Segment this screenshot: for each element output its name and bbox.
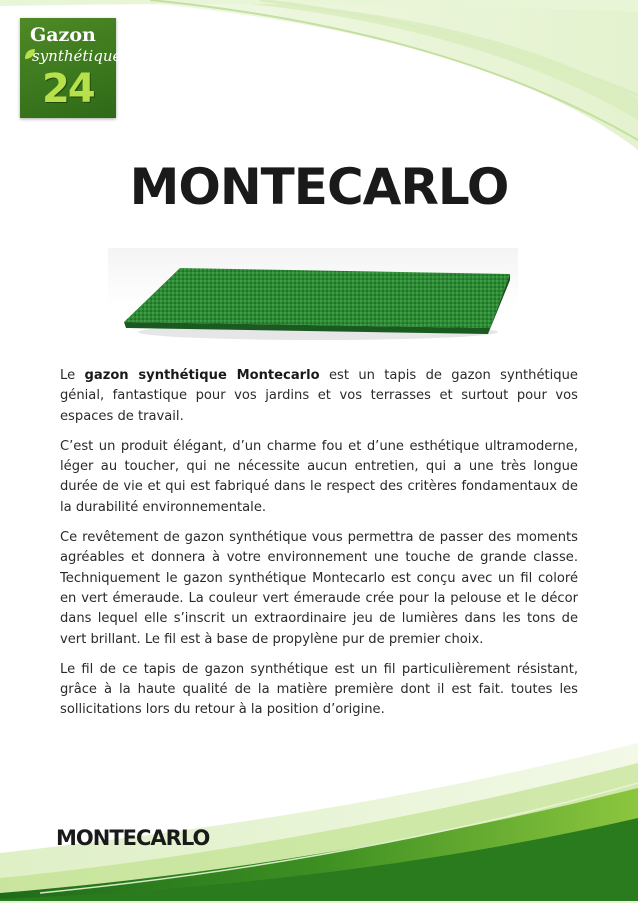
- brand-logo: [20, 18, 122, 118]
- product-image-grass-mat: [108, 248, 518, 348]
- intro-rest: est un tapis de gazon synthétique génial, fantastique pour vos jardins et vos terrasses et surtout pour vos espaces de travail.: [60, 368, 578, 424]
- logo-number: 24: [42, 66, 94, 112]
- intro-prefix: Le: [60, 368, 85, 383]
- paragraph: C’est un produit élégant, d’un charme fou et d’une esthétique ultramoderne, léger au toucher, qui ne nécessite aucun entretien, qui a une très longue durée de vie et qui est fabriqué dans le respect des critères fondamentaux de la durabilité environnementale.: [60, 438, 578, 515]
- intro-bold-product-name: gazon synthétique Montecarlo: [84, 368, 320, 383]
- paragraph: Ce revêtement de gazon synthétique vous permettra de passer des moments agréables et donnera à votre environnement une touche de grande classe. Techniquement le gazon synthétique Montecarlo est conçu avec un fil coloré en vert émeraude. La couleur vert émeraude crée pour la pelouse et le décor dans lequel elle s’inscrit un extraordinaire jeu de lumières dans les tons de vert brillant. Le fil est à base de propylène pur de premier choix.: [60, 530, 578, 647]
- footer-swoosh-decoration: [0, 743, 638, 903]
- product-description: [60, 366, 578, 731]
- footer-product-name: MONTECARLO: [56, 826, 210, 850]
- logo-text-gazon: Gazon: [30, 24, 96, 46]
- logo-text-synthetique: synthétique: [32, 47, 122, 65]
- intro-paragraph: [60, 366, 578, 427]
- page-title: MONTECARLO: [129, 158, 509, 216]
- paragraph: Le fil de ce tapis de gazon synthétique est un fil particulièrement résistant, grâce à la haute qualité de la matière première dont il est fait. toutes les sollicitations lors du retour à la position d’origine.: [60, 661, 578, 718]
